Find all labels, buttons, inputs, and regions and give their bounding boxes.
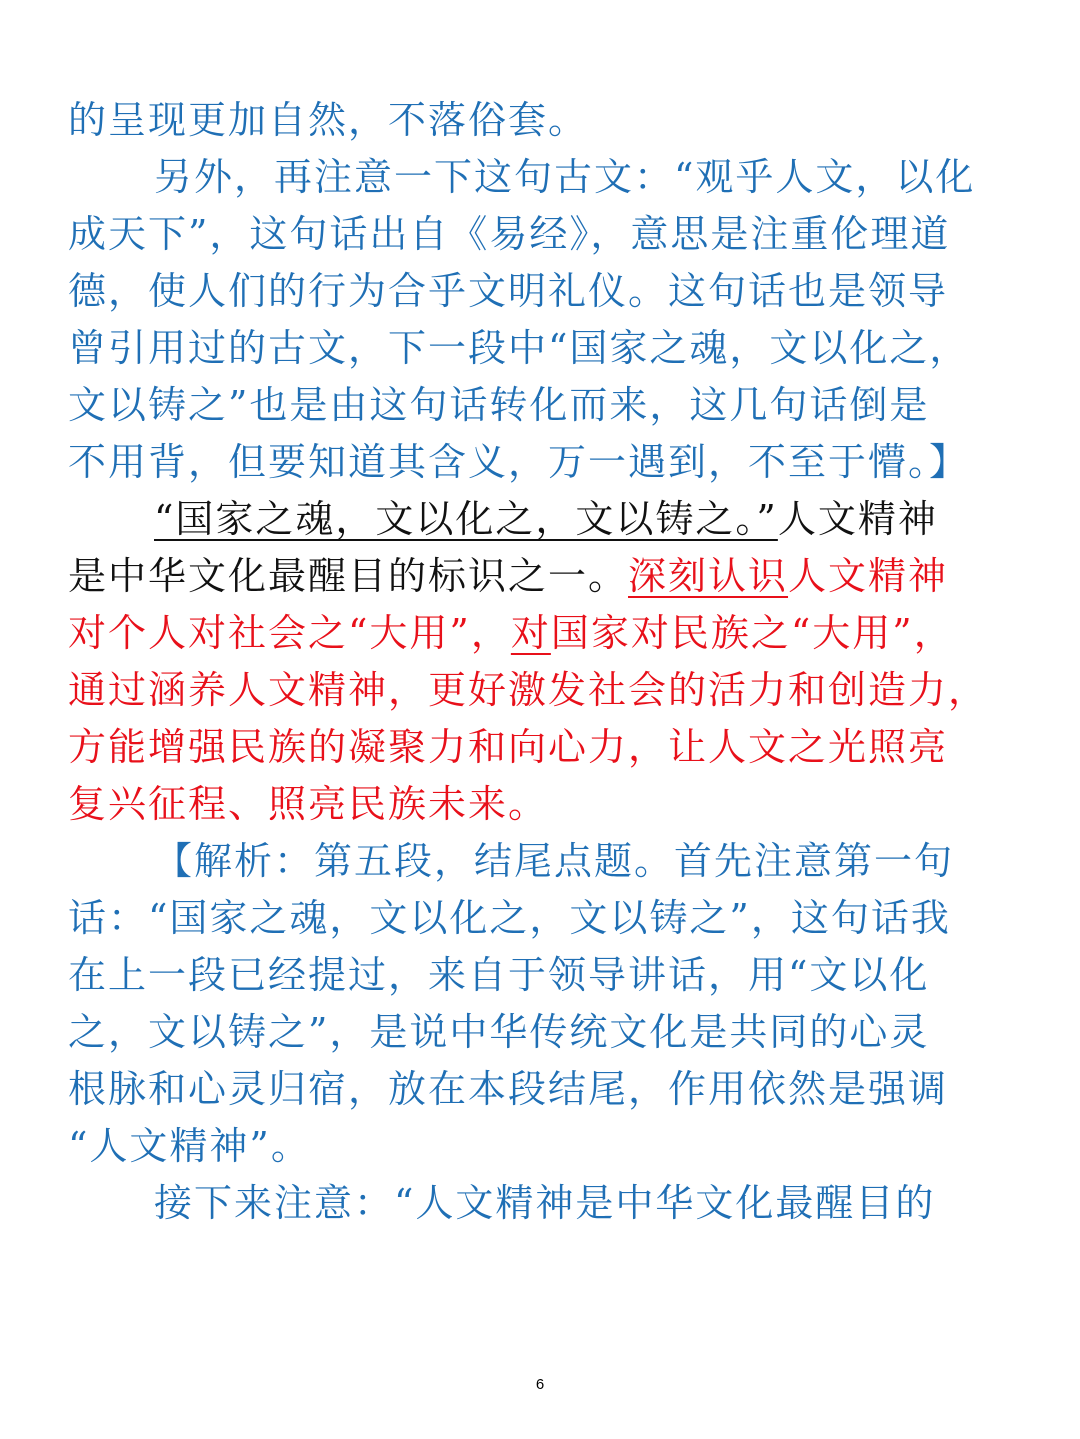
text-line xyxy=(68,491,1018,548)
text-line xyxy=(68,662,1018,719)
text-line xyxy=(68,1004,1018,1061)
text-line xyxy=(68,947,1018,1004)
underlined-quote: “国家之魂，文以化之，文以铸之。” xyxy=(154,497,778,541)
text-segment: 话：“国家之魂，文以化之，文以铸之”，这句话我 xyxy=(68,896,951,940)
text-line xyxy=(68,92,1018,149)
text-line xyxy=(68,776,1018,833)
text-segment: 文以铸之”也是由这句话转化而来，这几句话倒是 xyxy=(68,383,930,427)
text-segment: 不用背，但要知道其含义，万一遇到，不至于懵。】 xyxy=(68,440,970,484)
text-segment: 的呈现更加自然，不落俗套。 xyxy=(68,98,589,142)
text-line xyxy=(68,833,1018,890)
text-segment: 德，使人们的行为合乎文明礼仪。这句话也是领导 xyxy=(68,269,949,313)
text-line xyxy=(68,1061,1018,1118)
text-segment: 之，文以铸之”，是说中华传统文化是共同的心灵 xyxy=(68,1010,930,1054)
text-segment: 国家对民族之“大用”， xyxy=(550,611,954,655)
document-page xyxy=(68,92,1018,1232)
text-line xyxy=(68,320,1018,377)
text-segment: 通过涵养人文精神，更好激发社会的活力和创造力， xyxy=(68,668,989,712)
text-line xyxy=(68,719,1018,776)
text-line xyxy=(68,1118,1018,1175)
text-segment: 人文精神 xyxy=(788,554,949,598)
text-segment: 对个人对社会之“大用”， xyxy=(68,611,511,655)
underlined-highlight: 深刻认识 xyxy=(628,554,789,598)
text-segment: 成天下”，这句话出自《易经》，意思是注重伦理道 xyxy=(68,212,951,256)
text-segment: 曾引用过的古文，下一段中“国家之魂，文以化之， xyxy=(68,326,970,370)
page-number: 6 xyxy=(535,1376,545,1393)
text-line xyxy=(68,149,1018,206)
text-line xyxy=(68,605,1018,662)
text-line xyxy=(68,263,1018,320)
text-segment: “人文精神”。 xyxy=(68,1124,311,1168)
text-line xyxy=(68,548,1018,605)
text-segment: 接下来注意：“人文精神是中华文化最醒目的 xyxy=(154,1181,936,1225)
underlined-highlight: 对 xyxy=(510,611,551,655)
text-line xyxy=(68,206,1018,263)
text-line xyxy=(68,434,1018,491)
text-segment: 人文精神 xyxy=(777,497,938,541)
text-segment: 根脉和心灵归宿，放在本段结尾，作用依然是强调 xyxy=(68,1067,949,1111)
text-segment: 【解析：第五段，结尾点题。首先注意第一句 xyxy=(154,839,955,883)
text-segment: 另外，再注意一下这句古文：“观乎人文，以化 xyxy=(154,155,976,199)
text-segment: 在上一段已经提过，来自于领导讲话，用“文以化 xyxy=(68,953,930,997)
text-segment: 方能增强民族的凝聚力和向心力，让人文之光照亮 xyxy=(68,725,949,769)
text-segment: 复兴征程、照亮民族未来。 xyxy=(68,782,549,826)
text-line xyxy=(68,1175,1018,1232)
text-line xyxy=(68,890,1018,947)
text-line xyxy=(68,377,1018,434)
text-segment: 是中华文化最醒目的标识之一。 xyxy=(68,554,629,598)
